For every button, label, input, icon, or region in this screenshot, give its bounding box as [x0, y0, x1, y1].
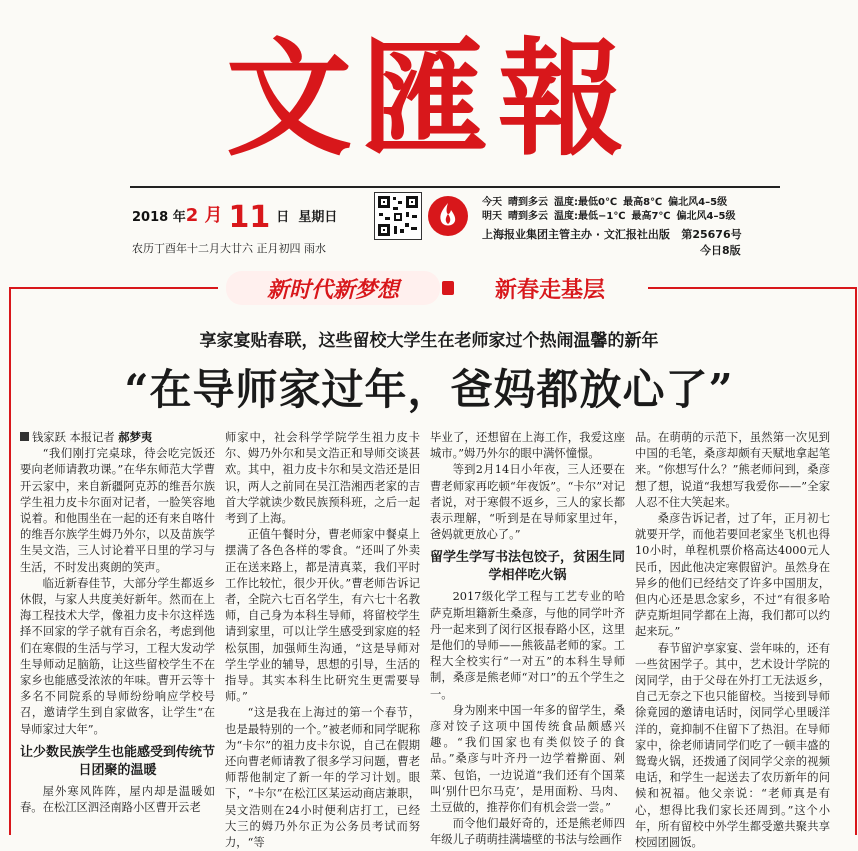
qr-code-icon[interactable] [374, 192, 422, 240]
page-count: 今日8版 [700, 244, 741, 257]
paragraph: 临近新春佳节，大部分学生都返乡休假，与家人共度美好新年。然而在上海工程技术大学，像祖力皮卡尔这样选择不回家的学子就有百余名，考虑到他们在寒假的生活与学习，工程大发动学生导师动足脑筋，让这些留校学生不在家乡也能感受浓浓的年味。曹开云等十多名不同院系的导师纷纷响应学校号召，邀请学生到自家做客，让学生“在导师家过大年”。 [20, 576, 215, 736]
subheading-2: 留学生学写书法包饺子，贫困生同学相伴吃火锅 [430, 550, 626, 584]
banner-column-title: 新春走基层 [494, 276, 605, 303]
byline: 钱家跃 本报记者 郝梦夷 [20, 430, 215, 446]
paragraph: 春节留沪享家宴、尝年味的，还有一些贫困学子。其中，艺术设计学院的闵同学，由于父母在外打工无法返乡，自己无奈之下也只能留校。当接到导师徐竟园的邀请电话时，闵同学心里暖洋洋的，竟抑制不住留下了热泪。在导师家中，徐老师请同学们吃了一顿丰盛的鸳鸯火锅，还拨通了闵同学父亲的视频电话，和学生一起送去了农历新年的问候和祝福。他父亲说：“老师真是有心，想得比我们家长还周到。”这个小年，所有留校中外学生都受邀共聚共享校园团圆饭。 [635, 641, 830, 850]
paragraph: 品。在萌萌的示范下，虽然第一次见到中国的毛笔，桑彦却颇有天赋地拿起笔来。“你想写什么？”熊老师问到，桑彦想了想，说道“我想写我爱你——”全家人忍不住大笑起来。 [635, 431, 830, 509]
weather-forecast [482, 196, 741, 224]
article-headline: “在导师家过年，爸妈都放心了” [124, 365, 734, 414]
issue-date [132, 200, 337, 235]
article-body [20, 430, 848, 850]
newspaper-logo: 文匯報 [226, 26, 634, 173]
paragraph: “我们刚打完桌球，待会吃完饭还要向老师请教功课。”在华东师范大学曹开云家中，来自新疆阿克苏的维吾尔族学生祖力皮卡尔面对记者，一脸笑容地说着。和他围坐在一起的还有来自喀什的维吾尔族学生姆乃外尔，以及苗族学生吴文浩，三人讨论着平日里的学习与生活，不时发出爽朗的笑声。 [20, 447, 215, 574]
issue-number: 第25676号 [681, 228, 742, 241]
date-suffix: 日 [276, 210, 290, 225]
paragraph: 桑彦告诉记者，过了年，正月初七就要开学，而他若要回老家坐飞机也得10小时，单程机票价格高达4000元人民币，因此他决定寒假留沪。虽然身在异乡的他们已经结交了许多中国朋友，但内心还是思念家乡，不过“有很多哈萨克斯坦同学都在上海，我们都可以约起来玩。” [635, 512, 830, 639]
byline-square-icon [20, 432, 29, 441]
masthead-rule [130, 186, 780, 188]
paragraph: “这是我在上海过的第一个春节，也是最特别的一个。”被老师和同学昵称为“卡尔”的祖力皮卡尔说，自己在假期还向曹老师请教了很多学习问题，曹老师帮他制定了新一年的学习计划。眼下，“卡尔”在松江区某运动商店兼职，吴文浩则在24小时便利店打工，已经大三的姆乃外尔正为公务员考试而努力，“等 [225, 706, 420, 850]
weekday: 星期日 [298, 210, 338, 225]
column-3 [430, 430, 626, 847]
date-year: 2018 年 [132, 210, 186, 225]
column-2 [225, 430, 420, 850]
weather-tomorrow: 明天 晴到多云 温度:最低−1℃ 最高7℃ 偏北风4–5级 [482, 211, 736, 222]
column-4 [635, 430, 830, 850]
paragraph: 2017级化学工程与工艺专业的哈萨克斯坦籍新生桑彦，与他的同学叶齐丹一起来到了闵行区报春路小区，这里是他们的导师——熊筱晶老师的家。工程大全校实行“一对五”的本科生导师制，桑彦是熊老师“对口”的五个学生之一。 [430, 590, 625, 701]
lantern-icon [442, 281, 454, 295]
banner-slogan: 新时代新梦想 [226, 271, 440, 305]
lunar-date: 农历丁酉年十二月大廿六 正月初四 雨水 [132, 242, 326, 255]
subheading-1: 让少数民族学生也能感受到传统节日团聚的温暖 [20, 744, 216, 778]
flame-emblem-icon [428, 196, 468, 236]
publisher: 上海报业集团主管主办 · 文汇报社出版 [482, 228, 670, 241]
masthead [0, 0, 858, 262]
date-month: 2 月 [185, 205, 223, 226]
section-banner [218, 267, 648, 309]
paragraph: 屋外寒风阵阵，屋内却是温暖如春。在松江区泗泾南路小区曹开云老 [20, 784, 215, 815]
paragraph: 身为刚来中国一年多的留学生，桑彦对饺子这项中国传统食品颇感兴趣。“我们国家也有类似饺子的食品。”桑彦与叶齐丹一边学着擀面、剁菜、包馅，一边说道“我们还有个国菜叫‘别什巴尔马克’，是用面粉、马肉、土豆做的，推荐你们有机会尝一尝。” [430, 703, 625, 815]
paragraph: 等到2月14日小年夜，三人还要在曹老师家再吃顿“年夜饭”。“卡尔”对记者说，对于寒假不返乡，三人的家长都表示理解，“听到是在导师家里过年，爸妈就更放心了。” [430, 463, 625, 542]
paragraph: 毕业了，还想留在上海工作，我爱这座城市。”姆乃外尔的眼中满怀憧憬。 [430, 431, 625, 461]
date-day: 11 [228, 200, 271, 235]
paragraph: 师家中，社会科学学院学生祖力皮卡尔、姆乃外尔和吴文浩正和导师交谈甚欢。其中，祖力皮卡尔和吴文浩还是旧识，两人之前同在吴江浩湘西老家的吉首大学就读少数民族预科班，之后一起考到了上海。 [225, 431, 420, 526]
paragraph: 正值午餐时分，曹老师家中餐桌上摆满了各色各样的零食。“还叫了外卖正在送来路上，都是清真菜，我们平时工作比较忙，很少开伙。”曹老师告诉记者，全院六七百名学生，有六七十名教师，自己身为本科生导师，将留校学生请到家里，可以让学生感受到家庭的轻松氛围，加强师生沟通，“这是导师对学生学业的辅导，思想的引导，生活的指导。其实本科生比研究生更需要导师。” [225, 528, 420, 704]
paragraph: 而令他们最好奇的，还是熊老师四年级儿子萌萌挂满墙壁的书法与绘画作 [430, 817, 625, 847]
article-kicker: 享家宴贴春联，这些留校大学生在老师家过个热闹温馨的新年 [199, 331, 659, 351]
column-1 [20, 430, 215, 835]
publisher-info [482, 226, 742, 242]
weather-today: 今天 晴到多云 温度:最低0℃ 最高8℃ 偏北风4–5级 [482, 197, 728, 208]
